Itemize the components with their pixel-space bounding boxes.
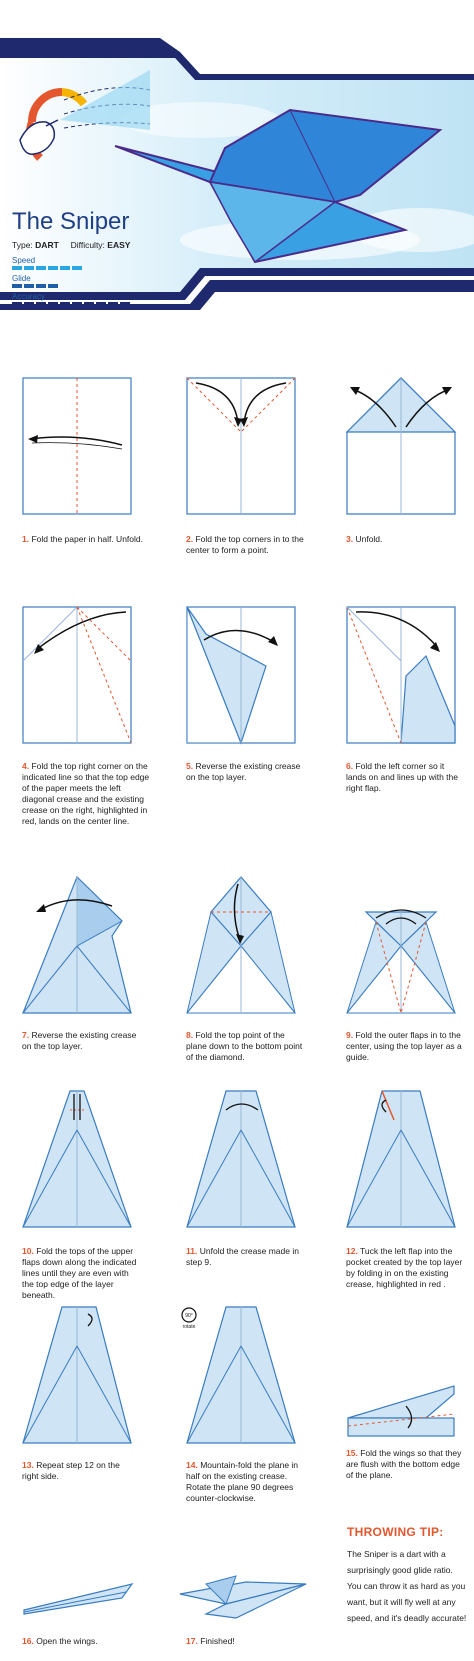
- step-number: 13.: [22, 1460, 34, 1470]
- step-3-caption: [346, 534, 466, 545]
- stat-bars-speed: [12, 266, 82, 270]
- step-4-diagram: [22, 606, 134, 746]
- step-text: Reverse the existing crease on the top layer.: [186, 761, 301, 782]
- type-value: DART: [35, 240, 59, 250]
- step-8-diagram: [186, 876, 298, 1016]
- rotate-label: rotate: [182, 1324, 196, 1330]
- step-number: 7.: [22, 1030, 30, 1040]
- step-15-caption: [346, 1448, 466, 1481]
- step-text: Fold the top point of the plane down to the bottom point of the diamond.: [186, 1030, 303, 1062]
- step-11-diagram: [186, 1090, 298, 1230]
- step-13-caption: [22, 1460, 122, 1482]
- step-number: 2.: [186, 534, 194, 544]
- throwing-tip-body: The Sniper is a dart with a surprisingly good glide ratio. You can throw it as hard as you want, but it will fly well at any speed, and it's deadly accurate!: [347, 1549, 467, 1623]
- step-text: Finished!: [200, 1636, 235, 1646]
- type-label: Type:: [12, 240, 33, 250]
- plane-meta: [12, 240, 130, 250]
- header-banner: [0, 30, 474, 326]
- step-13-diagram: [22, 1306, 134, 1446]
- step-3-diagram: [346, 377, 458, 517]
- step-number: 6.: [346, 761, 354, 771]
- header-graphic: [0, 30, 474, 326]
- step-14-diagram: [186, 1306, 298, 1446]
- page-title: The Sniper: [12, 208, 130, 235]
- step-text: Open the wings.: [36, 1636, 98, 1646]
- step-text: Fold the paper in half. Unfold.: [31, 534, 143, 544]
- step-text: Repeat step 12 on the right side.: [22, 1460, 120, 1481]
- step-text: Fold the tops of the upper flaps down along the indicated lines until they are even with the top edge of the layer beneath.: [22, 1246, 137, 1300]
- step-number: 12.: [346, 1246, 358, 1256]
- step-7-caption: [22, 1030, 142, 1052]
- step-text: Tuck the left flap into the pocket created by the top layer by folding in on the existing crease, highlighted in red .: [346, 1246, 463, 1289]
- step-11-caption: [186, 1246, 306, 1268]
- step-6-diagram: [346, 606, 458, 746]
- step-number: 11.: [186, 1246, 198, 1256]
- step-7-diagram: [22, 876, 134, 1016]
- step-text: Fold the top right corner on the indicated line so that the top edge of the paper meets the left diagonal crease and the existing crease on the right, highlighted in red, lands on the center line.: [22, 761, 150, 826]
- step-text: Unfold the crease made in step 9.: [186, 1246, 299, 1267]
- step-8-caption: [186, 1030, 306, 1063]
- step-6-caption: [346, 761, 466, 794]
- step-9-caption: [346, 1030, 466, 1063]
- rotate-icon: [180, 1306, 202, 1324]
- rotate-degrees: 90°: [185, 1313, 193, 1319]
- step-text: Reverse the existing crease on the top layer.: [22, 1030, 137, 1051]
- step-5-diagram: [186, 606, 298, 746]
- step-number: 16.: [22, 1636, 34, 1646]
- step-number: 17.: [186, 1636, 198, 1646]
- step-15-diagram: [346, 1384, 458, 1444]
- step-text: Fold the top corners in to the center to form a point.: [186, 534, 304, 555]
- step-16-diagram: [22, 1580, 134, 1620]
- step-10-diagram: [22, 1090, 134, 1230]
- stat-label-accuracy: Accuracy: [12, 292, 45, 301]
- rotate-badge: [180, 1306, 202, 1330]
- step-number: 14.: [186, 1460, 198, 1470]
- difficulty-label: Difficulty:: [70, 240, 105, 250]
- step-10-caption: [22, 1246, 142, 1301]
- step-5-caption: [186, 761, 306, 783]
- step-number: 4.: [22, 761, 30, 771]
- step-text: Fold the wings so that they are flush with the bottom edge of the plane.: [346, 1448, 462, 1480]
- step-number: 5.: [186, 761, 194, 771]
- step-number: 8.: [186, 1030, 194, 1040]
- step-text: Fold the outer flaps in to the center, using the top layer as a guide.: [346, 1030, 462, 1062]
- step-4-caption: [22, 761, 152, 827]
- step-number: 9.: [346, 1030, 354, 1040]
- difficulty-value: EASY: [107, 240, 131, 250]
- step-number: 15.: [346, 1448, 358, 1458]
- step-text: Fold the left corner so it lands on and lines up with the right flap.: [346, 761, 458, 793]
- step-12-diagram: [346, 1090, 458, 1230]
- step-2-caption: [186, 534, 306, 556]
- step-1-caption: [22, 534, 152, 545]
- step-number: 1.: [22, 534, 30, 544]
- stat-label-speed: Speed: [12, 256, 36, 265]
- step-17-diagram: [176, 1574, 316, 1628]
- step-16-caption: [22, 1636, 142, 1647]
- step-2-diagram: [186, 377, 298, 517]
- stat-bars-accuracy: [12, 302, 130, 306]
- step-text: Unfold.: [355, 534, 383, 544]
- throwing-tip-title: THROWING TIP:: [347, 1525, 444, 1539]
- step-17-caption: [186, 1636, 306, 1647]
- step-9-diagram: [346, 876, 458, 1016]
- step-12-caption: [346, 1246, 466, 1290]
- stat-label-glide: Glide: [12, 274, 31, 283]
- step-number: 3.: [346, 534, 354, 544]
- step-14-caption: [186, 1460, 312, 1504]
- step-number: 10.: [22, 1246, 34, 1256]
- step-text: Mountain-fold the plane in half on the existing crease. Rotate the plane 90 degrees counter-clockwise.: [186, 1460, 299, 1503]
- stat-bars-glide: [12, 284, 58, 288]
- step-1-diagram: [22, 377, 134, 517]
